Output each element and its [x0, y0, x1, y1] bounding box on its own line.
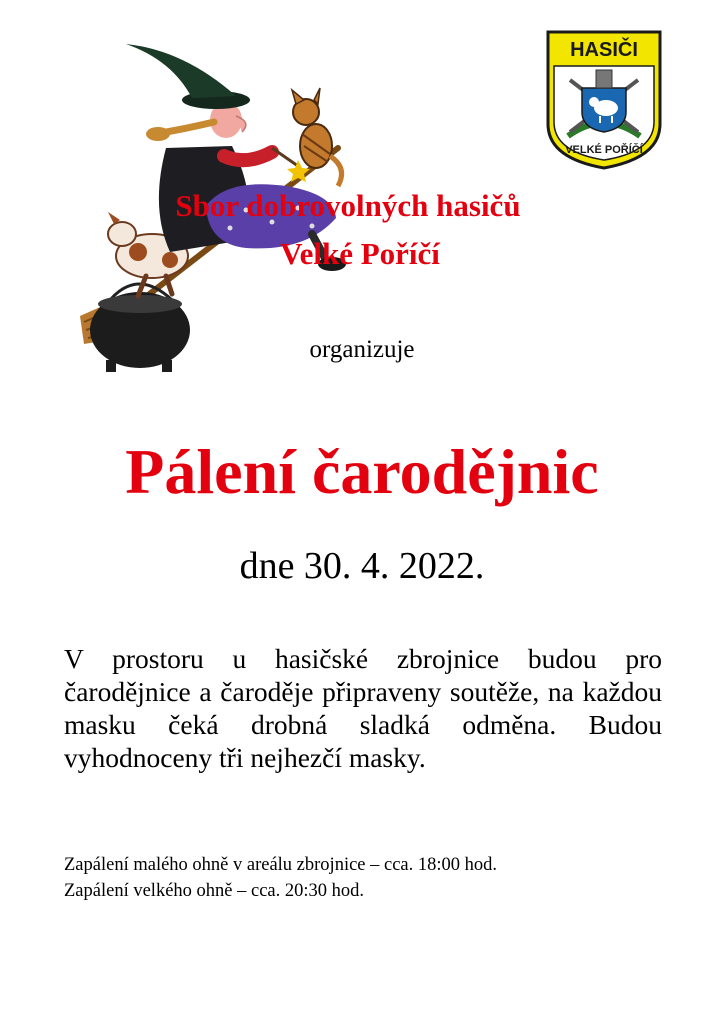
schedule: [64, 852, 497, 904]
schedule-item-small-fire: Zapálení malého ohně v areálu zbrojnice – cca. 18:00 hod.: [64, 855, 498, 875]
organization-name: Sbor dobrovolných hasičů: [175, 188, 521, 223]
schedule-item-big-fire: Zapálení velkého ohně – cca. 20:30 hod.: [64, 881, 365, 901]
organization-location: Velké Poříčí: [280, 236, 440, 271]
event-description: V prostoru u hasičské zbrojnice budou pro čarodějnice a čaroděje připraveny soutěže, na každou masku čeká drobná sladká odměna. Budou vyhodnoceny tři nejhezčí masky.: [64, 643, 662, 773]
event-date: dne 30. 4. 2022.: [239, 545, 485, 587]
logo-bottom-text: VELKÉ POŘÍČÍ: [565, 144, 643, 156]
fire-brigade-emblem: [544, 28, 664, 172]
event-title: Pálení čarodějnic: [125, 436, 599, 507]
organizes-label: organizuje: [309, 336, 415, 363]
logo-top-text: HASIČI: [570, 39, 638, 61]
